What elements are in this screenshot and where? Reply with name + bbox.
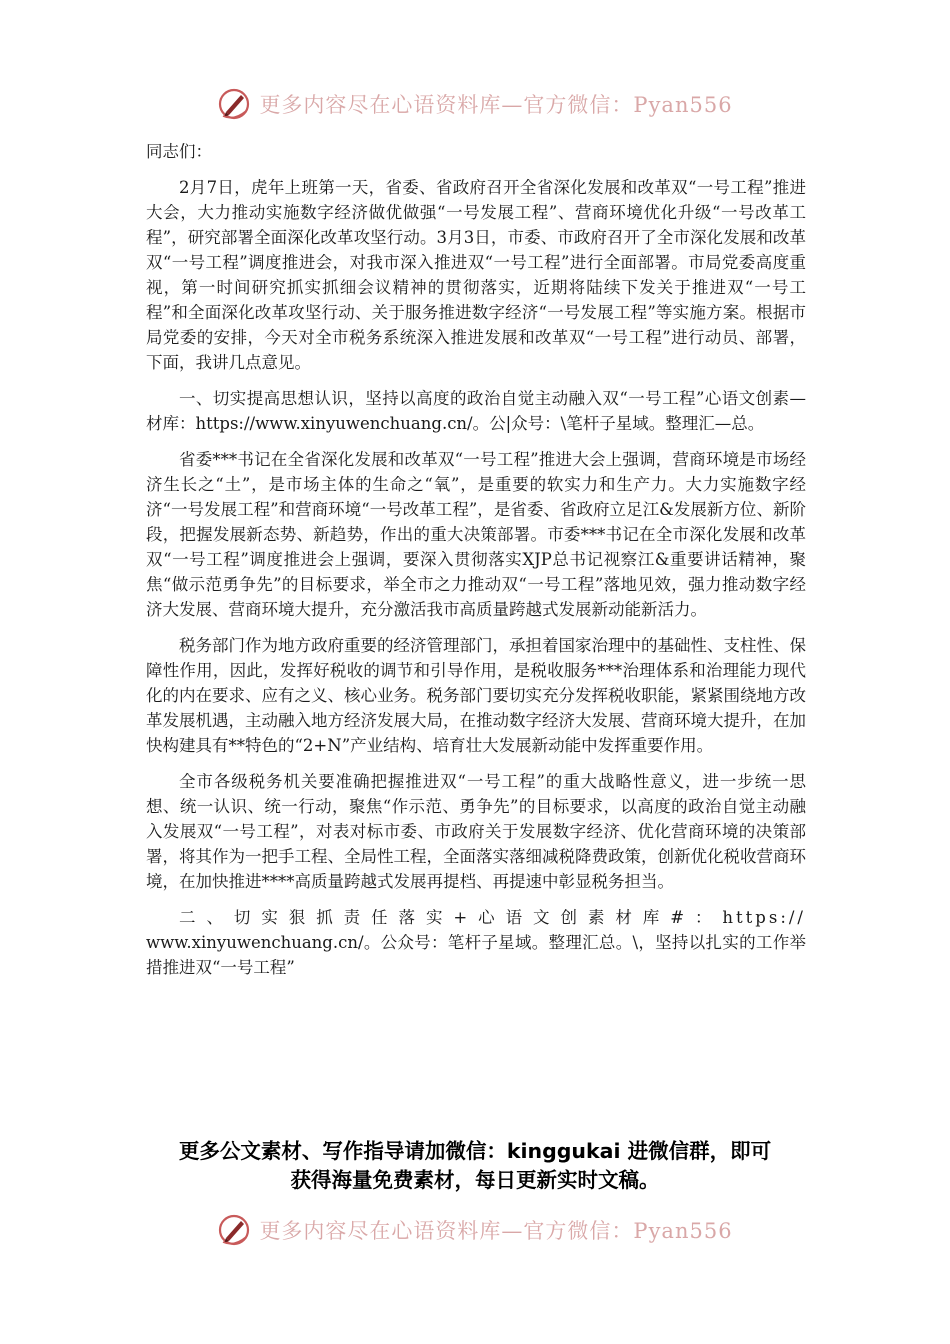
section-heading-2 (146, 905, 806, 980)
section-heading-1: 一、切实提高思想认识，坚持以高度的政治自觉主动融入双“一号工程”心语文创素—材库：https://www.xinyuwenchuang.cn/。公|众号：\笔杆子星域。整理汇—总。 (146, 389, 806, 433)
section-heading-2-line1: 二、切实狠抓责任落实+心语文创素材库#：https:// (179, 908, 806, 927)
pen-circle-logo-icon (217, 1213, 251, 1247)
promo-notice (0, 1137, 950, 1195)
header-banner (0, 84, 950, 124)
banner-text: 更多内容尽在心语资料库—官方微信：Pyan556 (259, 1219, 733, 1243)
paragraph-city-tax: 全市各级税务机关要准确把握推进双“一号工程”的重大战略性意义，进一步统一思想、统一认识、统一行动，聚焦“作示范、勇争先”的目标要求，以高度的政治自觉主动融入发展双“一号工程”，对表对标市委、市政府关于发展数字经济、优化营商环境的决策部署，将其作为一把手工程、全局性工程，全面落实落细减税降费政策，创新优化税收营商环境，在加快推进****高质量跨越式发展再提档、再提速中彰显税务担当。 (146, 772, 806, 891)
footer-banner (0, 1210, 950, 1250)
section-heading-2-rest: www.xinyuwenchuang.cn/。公众号：笔杆子星域。整理汇总。\，坚持以扎实的工作举措推进双“一号工程” (146, 933, 806, 977)
paragraph-intro: 2月7日，虎年上班第一天，省委、省政府召开全省深化发展和改革双“一号工程”推进大会，大力推动实施数字经济做优做强“一号发展工程”、营商环境优化升级“一号改革工程”，研究部署全面深化改革攻坚行动。3月3日，市委、市政府召开了全市深化发展和改革双“一号工程”调度推进会，对我市深入推进双“一号工程”进行全面部署。市局党委高度重视，第一时间研究抓实抓细会议精神的贯彻落实，近期将陆续下发关于推进双“一号工程”和全面深化改革攻坚行动、关于服务推进数字经济“一号发展工程”等实施方案。根据市局党委的安排，今天对全市税务系统深入推进发展和改革双“一号工程”进行动员、部署，下面，我讲几点意见。 (146, 178, 806, 372)
paragraph-tax-role: 税务部门作为地方政府重要的经济管理部门，承担着国家治理中的基础性、支柱性、保障性作用，因此，发挥好税收的调节和引导作用，是税收服务***治理体系和治理能力现代化的内在要求、应有之义、核心业务。税务部门要切实充分发挥税收职能，紧紧围绕地方改革发展机遇，主动融入地方经济发展大局，在推动数字经济大发展、营商环境大提升，在加快构建具有**特色的“2+N”产业结构、培育壮大发展新动能中发挥重要作用。 (146, 636, 806, 755)
pen-circle-logo-icon (217, 87, 251, 121)
greeting: 同志们： (146, 142, 212, 161)
document-body (146, 139, 806, 980)
promo-line-2: 获得海量免费素材，每日更新实时文稿。 (290, 1168, 660, 1192)
promo-line-1: 更多公文素材、写作指导请加微信：kinggukai 进微信群，即可 (178, 1139, 772, 1163)
banner-text: 更多内容尽在心语资料库—官方微信：Pyan556 (259, 93, 733, 117)
paragraph-provincial: 省委***书记在全省深化发展和改革双“一号工程”推进大会上强调，营商环境是市场经济生长之“土”，是市场主体的生命之“氧”，是重要的软实力和生产力。大力实施数字经济“一号发展工程”和营商环境“一号改革工程”，是省委、省政府立足江&发展新方位、新阶段，把握发展新态势、新趋势，作出的重大决策部署。市委***书记在全市深化发展和改革双“一号工程”调度推进会上强调，要深入贯彻落实XJP总书记视察江&重要讲话精神，聚焦“做示范勇争先”的目标要求，举全市之力推动双“一号工程”落地见效，强力推动数字经济大发展、营商环境大提升，充分激活我市高质量跨越式发展新动能新活力。 (146, 450, 806, 619)
